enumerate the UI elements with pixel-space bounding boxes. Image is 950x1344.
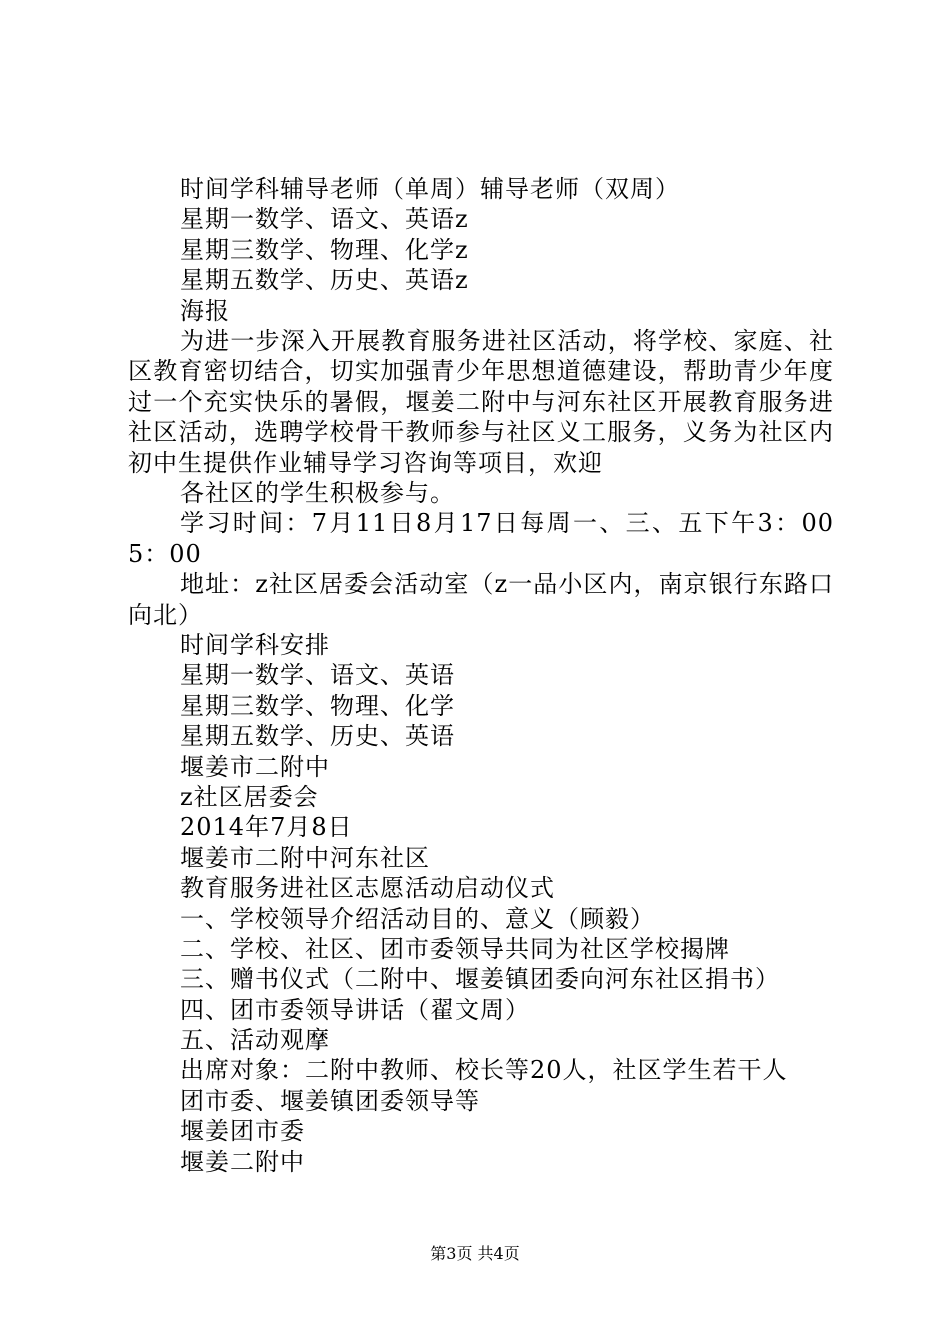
schedule-row: 星期一数学、语文、英语z (180, 205, 469, 234)
ceremony-sign-school: 堰姜二附中 (180, 1147, 305, 1176)
page-number: 第3页 共4页 (430, 1244, 520, 1263)
ceremony-item: 二、学校、社区、团市委领导共同为社区学校揭牌 (180, 934, 730, 963)
ceremony-item: 一、学校领导介绍活动目的、意义（顾毅） (180, 904, 655, 933)
document-body (128, 174, 834, 1177)
schedule-header: 时间学科辅导老师（单周）辅导老师（双周） (180, 175, 680, 203)
schedule2-row: 星期五数学、历史、英语 (180, 722, 455, 751)
schedule-row: 星期五数学、历史、英语z (180, 266, 469, 295)
schedule-row: 星期三数学、物理、化学z (180, 235, 469, 264)
schedule2-row: 星期三数学、物理、化学 (180, 691, 455, 720)
poster-welcome: 各社区的学生积极参与。 (180, 478, 455, 507)
ceremony-attendees: 出席对象：二附中教师、校长等20人，社区学生若干人 (180, 1056, 788, 1085)
ceremony-title: 教育服务进社区志愿活动启动仪式 (180, 874, 555, 903)
poster-body: 为进一步深入开展教育服务进社区活动，将学校、家庭、社区教育密切结合，切实加强青少年思想道德建设，帮助青少年度过一个充实快乐的暑假，堰姜二附中与河东社区开展教育服务进社区活动，选聘学校骨干教师参与社区义工服务，义务为社区内初中生提供作业辅导学习咨询等项目，欢迎 (128, 326, 834, 477)
schedule2-header: 时间学科安排 (180, 631, 330, 659)
poster-title: 海报 (180, 296, 230, 325)
schedule2-row: 星期一数学、语文、英语 (180, 661, 455, 690)
ceremony-sign-league: 堰姜团市委 (180, 1117, 305, 1146)
signature-school: 堰姜市二附中 (180, 752, 330, 781)
ceremony-attendees-2: 团市委、堰姜镇团委领导等 (180, 1086, 480, 1115)
signature-date: 2014年7月8日 (180, 813, 353, 842)
poster-time: 学习时间：7月11日8月17日每周一、三、五下午3：005：00 (128, 509, 834, 568)
ceremony-item: 四、团市委领导讲话（翟文周） (180, 995, 530, 1024)
ceremony-org: 堰姜市二附中河东社区 (180, 843, 430, 872)
signature-committee: z社区居委会 (180, 782, 319, 811)
ceremony-item: 三、赠书仪式（二附中、堰姜镇团委向河东社区捐书） (180, 965, 780, 994)
ceremony-item: 五、活动观摩 (180, 1026, 330, 1055)
poster-address: 地址：z社区居委会活动室（z一品小区内，南京银行东路口向北） (128, 570, 834, 629)
